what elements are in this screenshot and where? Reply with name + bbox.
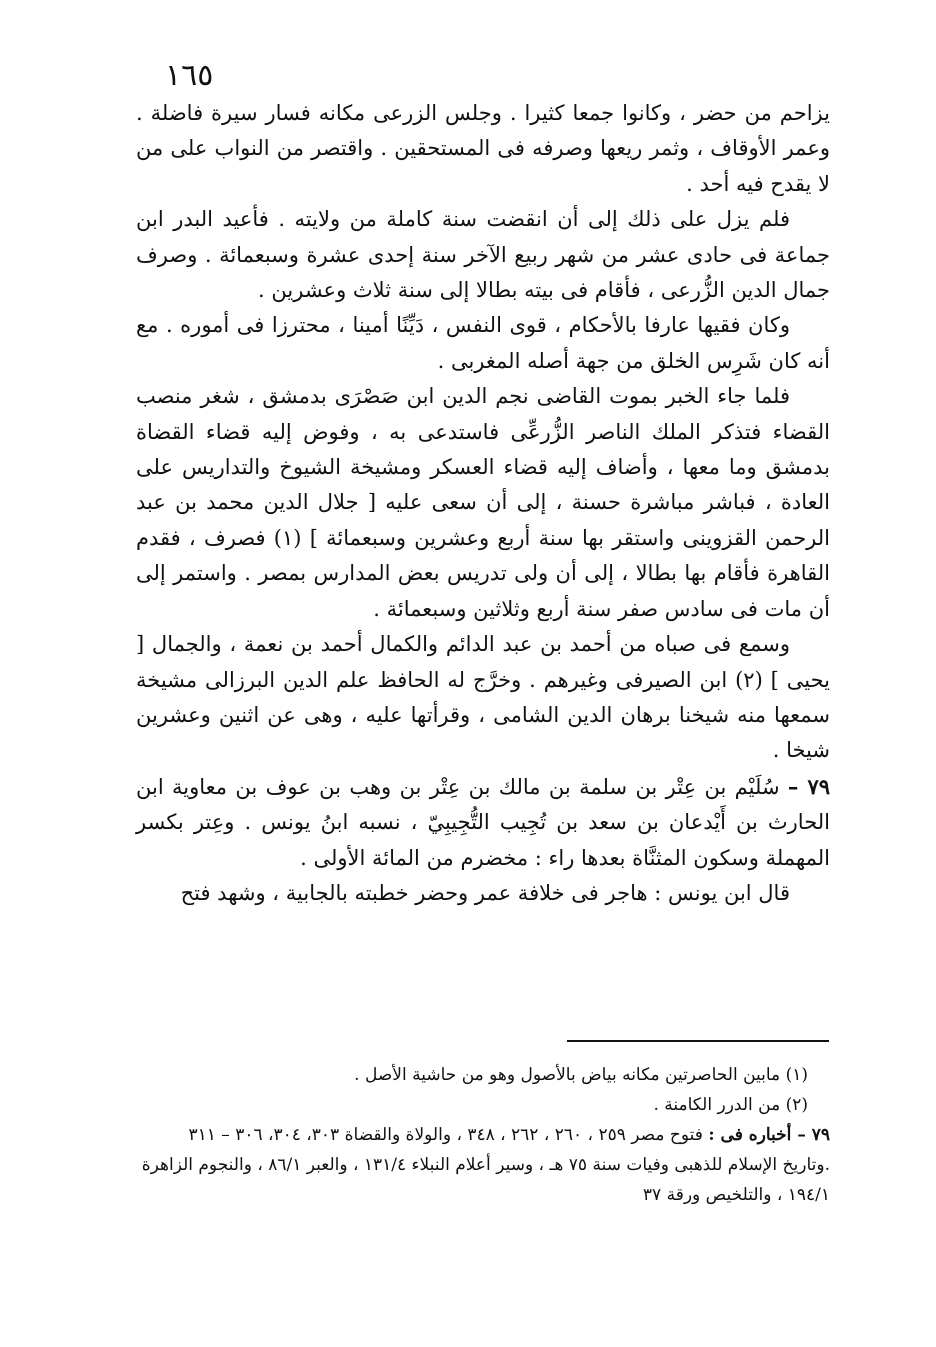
footnote-1: (١) مابين الحاصرتين مكانه بياض بالأصول وهو من حاشية الأصل . — [354, 1065, 808, 1085]
footnote-2: (٢) من الدرر الكامنة . — [653, 1095, 808, 1115]
footnote-entry-body: فتوح مصر ٢٥٩ ، ٢٦٠ ، ٢٦٢ ، ٣٤٨ ، والولاة والقضاة ٣٠٣، ٣٠٤، ٣٠٦ – ٣١١ .وتاريخ الإسلام للذهبى وفيات سنة ٧٥ هـ ، وسير أعلام النبلاء ١٣١/٤ ، والعبر ٨٦/١ ، والنجوم الزاهرة ١٩٤/١ ، والتلخيص ورقة ٣٧ — [141, 1125, 830, 1205]
footnote-entry-79 — [136, 1120, 830, 1210]
entry-79 — [136, 769, 830, 876]
paragraph-3: وكان فقيها عارفا بالأحكام ، قوى النفس ، دَيِّنًا أمينا ، محترزا فى أموره . مع أنه كان شَرِس الخلق من جهة أصله المغربى . — [136, 313, 830, 373]
paragraph-4: فلما جاء الخبر بموت القاضى نجم الدين ابن صَصْرَى بدمشق ، شغر منصب القضاء فتذكر الملك الناصر الزُّرعِّى فاستدعى به ، وفوض إليه قضاء القضاة بدمشق وما معها ، وأضاف إليه قضاء العسكر ومشيخة الشيوخ والتداريس على العادة ، فباشر مباشرة حسنة ، إلى أن سعى عليه [ جلال الدين محمد بن عبد الرحمن القزوينى واستقر بها سنة أربع وعشرين وسبعمائة ] (١) فصرف ، فقدم القاهرة فأقام بها بطالا ، إلى أن ولى تدريس بعض المدارس بمصر . واستمر إلى أن مات فى سادس صفر سنة أربع وثلاثين وسبعمائة . — [136, 384, 831, 621]
main-text — [136, 96, 830, 911]
entry-79-text: سُلَيْم بن عِتْر بن سلمة بن مالك بن عِتْر بن وهب بن عوف بن معاوية ابن الحارث بن أَيْدعان بن سعد بن تُجِيب التُّجِيبِيّ ، نسبه ابنُ يونس . وعِتر بكسر المهملة وسكون المثنَّاة بعدها راء : مخضرم من المائة الأولى . — [136, 774, 830, 870]
footnotes — [136, 1060, 830, 1210]
paragraph-7: قال ابن يونس : هاجر فى خلافة عمر وحضر خطبته بالجابية ، وشهد فتح — [180, 880, 790, 905]
paragraph-5: وسمع فى صباه من أحمد بن عبد الدائم والكمال أحمد بن نعمة ، والجمال [ يحيى ] (٢) ابن الصيرفى وغيرهم . وخرَّج له الحافظ علم الدين البرزالى مشيخة سمعها منه شيخنا برهان الدين الشامى ، وقرأتها عليه ، وهى عن اثنين وعشرين شيخا . — [136, 632, 830, 763]
paragraph-1: يزاحم من حضر ، وكانوا جمعا كثيرا . وجلس الزرعى مكانه فسار سيرة فاضلة . وعمر الأوقاف ، وثمر ريعها وصرفه فى المستحقين . واقتصر من النواب على من لا يقدح فيه أحد . — [136, 101, 830, 196]
page-number: ١٦٥ — [165, 58, 214, 93]
entry-number: ٧٩ – — [787, 773, 830, 799]
paragraph-2: فلم يزل على ذلك إلى أن انقضت سنة كاملة من ولايته . فأعيد البدر ابن جماعة فى حادى عشر من شهر ربيع الآخر سنة إحدى عشرة وسبعمائة . وصرف جمال الدين الزُّرعى ، فأقام فى بيته بطالا إلى سنة ثلاث وعشرين . — [136, 207, 830, 303]
footnote-entry-head: ٧٩ – أخباره فى : — [708, 1125, 830, 1145]
footnote-divider — [567, 1040, 829, 1042]
